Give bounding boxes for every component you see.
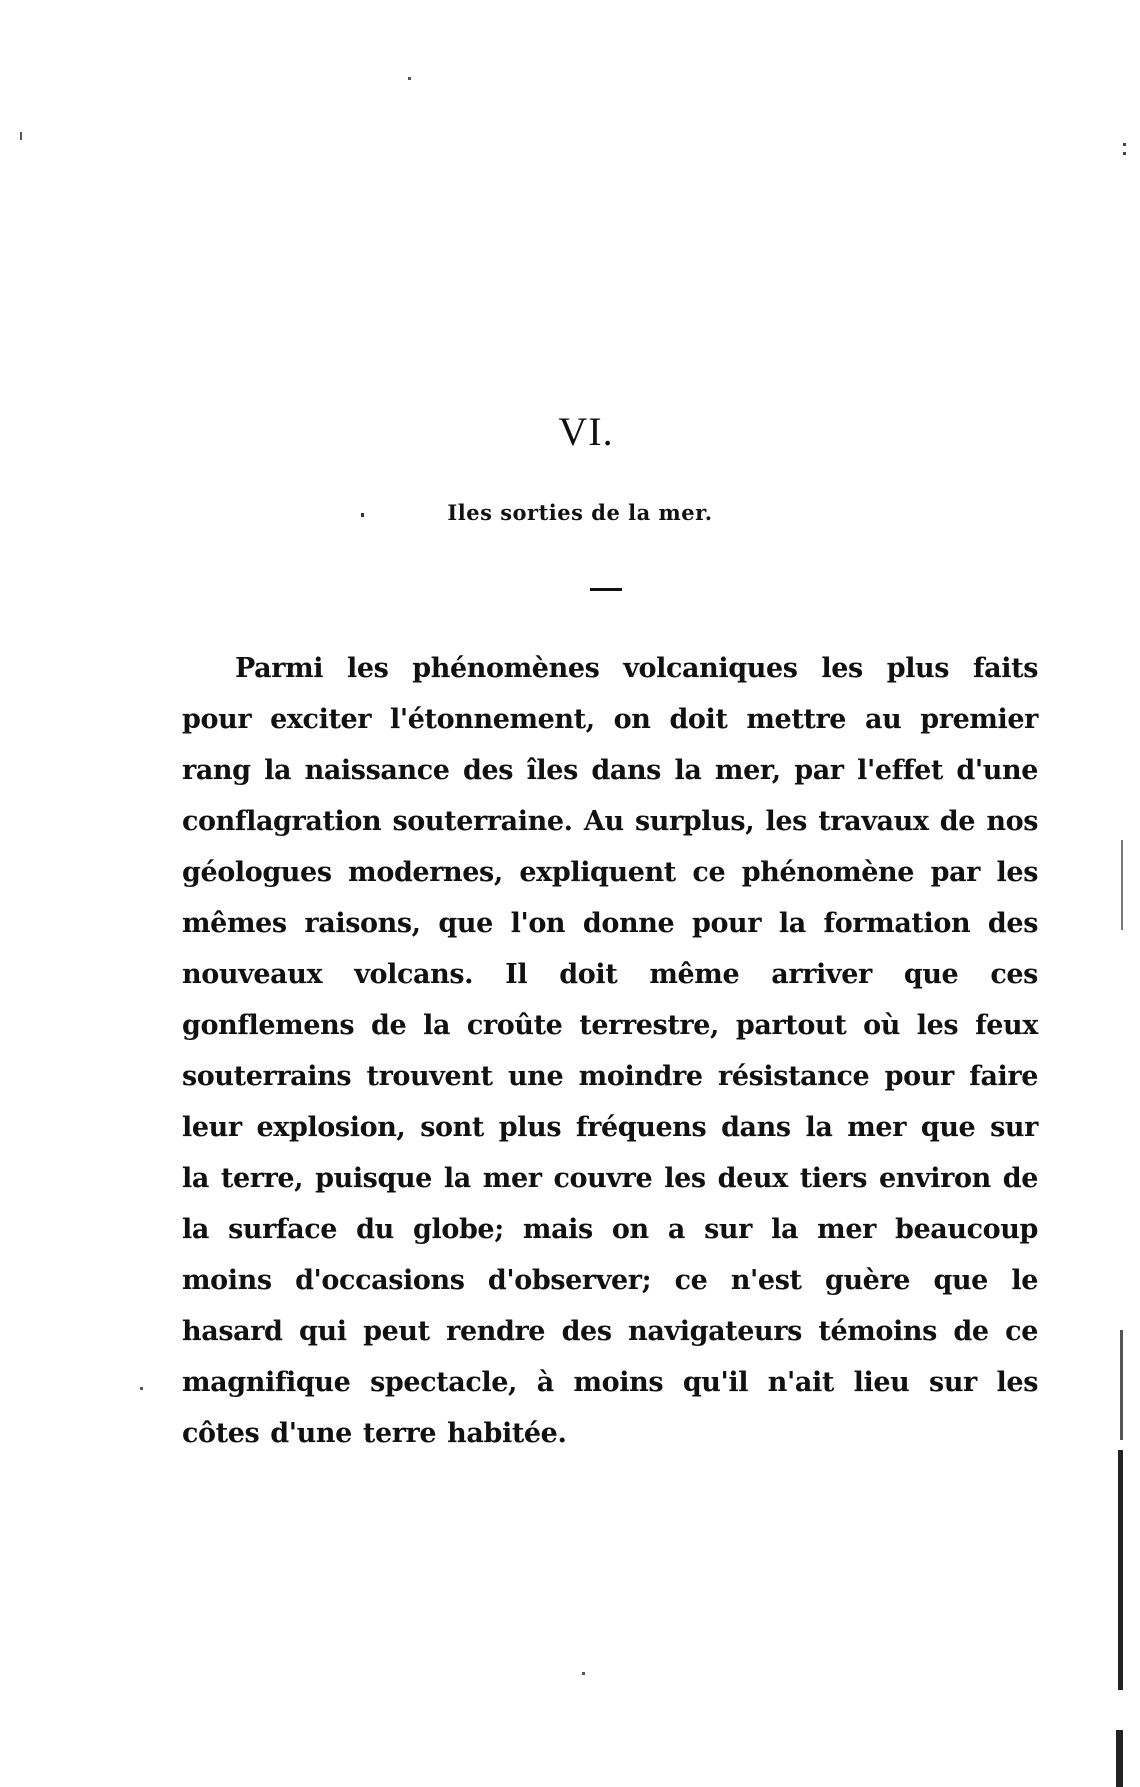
scan-edge-mark bbox=[1121, 840, 1123, 930]
scan-edge-mark bbox=[140, 1387, 143, 1390]
scan-edge-mark bbox=[582, 1672, 585, 1675]
scan-edge-mark bbox=[1118, 1450, 1123, 1690]
scan-edge-mark bbox=[20, 132, 22, 140]
section-divider bbox=[590, 588, 622, 591]
scan-edge-mark bbox=[1123, 143, 1126, 146]
scan-edge-mark bbox=[408, 77, 411, 80]
scan-edge-mark bbox=[1120, 1330, 1123, 1440]
chapter-title: Iles sorties de la mer. bbox=[447, 500, 713, 525]
scan-edge-mark bbox=[1123, 152, 1126, 155]
scan-edge-mark bbox=[1116, 1730, 1123, 1787]
body-paragraph: Parmi les phénomènes volcaniques les plus faits pour exciter l'étonnement, on doit mettre au premier rang la naissance des îles dans la mer, par l'effet d'une conflagration souterraine. Au surplus, les travaux de nos géologues modernes, expliquent ce phénomène par les mêmes raisons, que l'on donne pour la formation des nouveaux volcans. Il doit même arriver que ces gonflemens de la croûte terrestre, partout où les feux souterrains trouvent une moindre résistance pour faire leur explosion, sont plus fréquens dans la mer que sur la terre, puisque la mer couvre les deux tiers environ de la surface du globe; mais on a sur la mer beaucoup moins d'occasions d'observer; ce n'est guère que le hasard qui peut rendre des navigateurs témoins de ce magnifique spectacle, à moins qu'il n'ait lieu sur les côtes d'une terre habitée. bbox=[182, 653, 1038, 1449]
chapter-number: VI. bbox=[558, 409, 614, 454]
scan-edge-mark bbox=[361, 513, 364, 517]
